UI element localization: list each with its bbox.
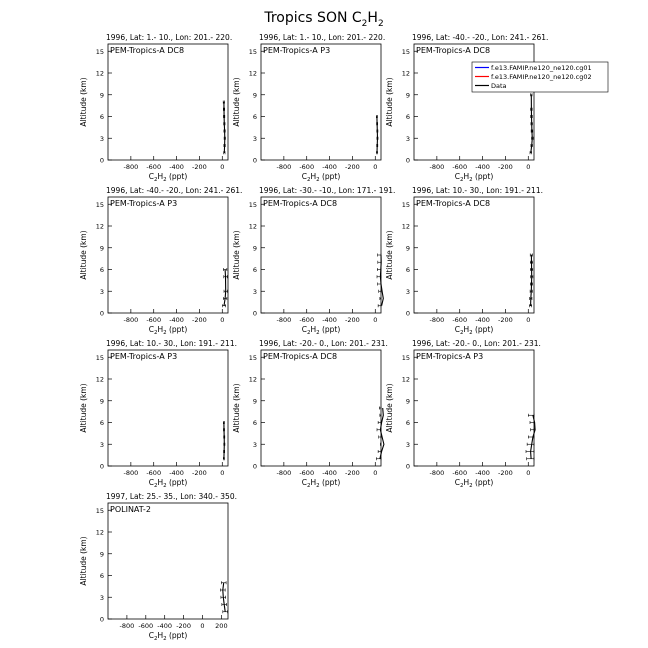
x-axis-label: $C_2H_2$ (ppt): [148, 325, 188, 336]
x-tick-label: -800: [276, 163, 292, 171]
x-tick-label: -800: [119, 622, 135, 630]
y-tick-label: 9: [99, 244, 104, 253]
y-tick-label: 3: [99, 593, 104, 602]
x-axis-label: $C_2H_2$ (ppt): [454, 325, 494, 336]
y-tick-label: 0: [405, 309, 410, 318]
x-tick-label: -800: [123, 469, 139, 477]
panel-frame: [108, 44, 228, 160]
y-axis-label: Altitude (km): [385, 383, 394, 433]
x-tick-label: 200: [215, 622, 228, 630]
panel-5: [232, 186, 395, 336]
campaign-label: PEM-Tropics-A P3: [263, 46, 331, 55]
y-tick-label: 15: [401, 353, 410, 362]
y-tick-label: 15: [248, 200, 257, 209]
x-tick-label: -200: [345, 316, 360, 324]
x-tick-label: -600: [452, 316, 468, 324]
y-axis-label: Altitude (km): [79, 383, 88, 433]
y-axis-label: Altitude (km): [385, 77, 394, 127]
campaign-label: PEM-Tropics-A DC8: [416, 199, 491, 208]
y-axis-label: Altitude (km): [232, 230, 241, 280]
x-tick-label: -800: [123, 316, 139, 324]
campaign-label: PEM-Tropics-A DC8: [416, 46, 491, 55]
x-tick-label: -400: [475, 163, 490, 171]
y-tick-label: 12: [401, 222, 410, 231]
x-tick-label: 0: [373, 469, 378, 477]
x-tick-label: -600: [146, 316, 162, 324]
y-tick-label: 6: [99, 419, 104, 427]
x-tick-label: -400: [322, 316, 337, 324]
y-tick-label: 15: [248, 353, 257, 362]
y-tick-label: 12: [248, 375, 257, 384]
y-tick-label: 12: [248, 222, 257, 231]
y-axis-label: Altitude (km): [232, 77, 241, 127]
legend-label: f.e13.FAMIP.ne120_ne120.cg02: [491, 73, 592, 81]
series-line-data: [224, 270, 226, 306]
y-tick-label: 12: [95, 69, 104, 78]
panel-header: 1997, Lat: 25.- 35., Lon: 340.- 350.: [106, 492, 237, 501]
y-tick-label: 12: [95, 375, 104, 384]
campaign-label: PEM-Tropics-A DC8: [263, 199, 338, 208]
x-axis-label: $C_2H_2$ (ppt): [454, 172, 494, 183]
panel-frame: [414, 44, 534, 160]
y-tick-label: 15: [95, 506, 104, 515]
x-tick-label: -200: [192, 316, 207, 324]
x-tick-label: 0: [200, 622, 205, 630]
panel-header: 1996, Lat: -20.- 0., Lon: 201.- 231.: [259, 339, 388, 348]
y-axis-label: Altitude (km): [232, 383, 241, 433]
x-tick-label: -800: [123, 163, 139, 171]
x-tick-label: -600: [138, 622, 154, 630]
panel-8: [232, 339, 388, 489]
x-tick-label: -400: [322, 469, 337, 477]
x-tick-label: -800: [429, 163, 445, 171]
x-tick-label: 0: [526, 469, 531, 477]
x-tick-label: -600: [146, 469, 162, 477]
y-tick-label: 3: [405, 440, 410, 449]
panel-2: [232, 33, 385, 183]
campaign-label: PEM-Tropics-A P3: [110, 352, 178, 361]
y-tick-label: 12: [401, 375, 410, 384]
y-tick-label: 12: [95, 222, 104, 231]
y-tick-label: 0: [405, 462, 410, 471]
panel-frame: [261, 44, 381, 160]
x-axis-label: $C_2H_2$ (ppt): [454, 478, 494, 489]
panel-frame: [261, 197, 381, 313]
y-tick-label: 0: [405, 156, 410, 165]
x-tick-label: -600: [299, 316, 315, 324]
x-tick-label: -800: [429, 469, 445, 477]
y-tick-label: 9: [405, 244, 410, 253]
x-tick-label: 0: [526, 316, 531, 324]
x-axis-label: $C_2H_2$ (ppt): [148, 478, 188, 489]
y-tick-label: 6: [252, 266, 257, 274]
x-tick-label: 0: [373, 316, 378, 324]
panel-header: 1996, Lat: -40.- -20., Lon: 241.- 261.: [106, 186, 243, 195]
y-tick-label: 9: [405, 397, 410, 406]
x-tick-label: -600: [452, 469, 468, 477]
x-tick-label: -800: [429, 316, 445, 324]
x-tick-label: -200: [176, 622, 191, 630]
x-tick-label: -200: [192, 469, 207, 477]
panel-header: 1996, Lat: -20.- 0., Lon: 201.- 231.: [412, 339, 541, 348]
x-axis-label: $C_2H_2$ (ppt): [301, 172, 341, 183]
x-tick-label: -200: [498, 316, 513, 324]
y-tick-label: 9: [252, 397, 257, 406]
y-tick-label: 0: [252, 462, 257, 471]
y-axis-label: Altitude (km): [385, 230, 394, 280]
panel-9: [385, 339, 541, 489]
y-axis-label: Altitude (km): [79, 77, 88, 127]
y-tick-label: 6: [405, 419, 410, 427]
series-line-data: [380, 408, 384, 459]
panel-header: 1996, Lat: 10.- 30., Lon: 191.- 211.: [106, 339, 237, 348]
panel-frame: [414, 350, 534, 466]
y-tick-label: 3: [99, 440, 104, 449]
y-tick-label: 15: [95, 200, 104, 209]
y-tick-label: 0: [252, 309, 257, 318]
y-tick-label: 15: [95, 47, 104, 56]
y-tick-label: 6: [99, 572, 104, 580]
figure-title: Tropics SON $C_2H_2$: [264, 10, 384, 29]
x-tick-label: -400: [169, 316, 184, 324]
y-tick-label: 6: [99, 113, 104, 121]
x-tick-label: -400: [169, 469, 184, 477]
y-tick-label: 0: [99, 156, 104, 165]
panel-frame: [414, 197, 534, 313]
y-tick-label: 0: [99, 462, 104, 471]
panel-header: 1996, Lat: 10.- 30., Lon: 191.- 211.: [412, 186, 543, 195]
x-tick-label: 0: [220, 163, 225, 171]
campaign-label: PEM-Tropics-A DC8: [110, 46, 185, 55]
x-axis-label: $C_2H_2$ (ppt): [301, 478, 341, 489]
x-tick-label: -200: [192, 163, 207, 171]
panel-1: [79, 33, 232, 183]
panel-4: [79, 186, 242, 336]
y-tick-label: 15: [401, 200, 410, 209]
x-tick-label: -200: [345, 163, 360, 171]
panel-header: 1996, Lat: -40.- -20., Lon: 241.- 261.: [412, 33, 549, 42]
x-axis-label: $C_2H_2$ (ppt): [148, 172, 188, 183]
x-tick-label: -600: [299, 469, 315, 477]
x-tick-label: -800: [276, 469, 292, 477]
y-tick-label: 9: [405, 91, 410, 100]
y-tick-label: 0: [99, 615, 104, 624]
panel-header: 1996, Lat: 1.- 10., Lon: 201.- 220.: [259, 33, 386, 42]
x-tick-label: -400: [169, 163, 184, 171]
y-tick-label: 3: [405, 287, 410, 296]
panel-header: 1996, Lat: -30.- -10., Lon: 171.- 191.: [259, 186, 396, 195]
x-tick-label: 0: [220, 316, 225, 324]
y-tick-label: 9: [99, 397, 104, 406]
y-tick-label: 9: [252, 91, 257, 100]
y-tick-label: 15: [95, 353, 104, 362]
y-tick-label: 12: [95, 528, 104, 537]
y-tick-label: 3: [99, 287, 104, 296]
y-tick-label: 6: [252, 113, 257, 121]
y-tick-label: 12: [248, 69, 257, 78]
x-tick-label: -400: [475, 469, 490, 477]
y-tick-label: 6: [405, 266, 410, 274]
legend-label: f.e13.FAMIP.ne120_ne120.cg01: [491, 64, 592, 72]
x-axis-label: $C_2H_2$ (ppt): [148, 631, 188, 642]
x-tick-label: -400: [322, 163, 337, 171]
x-tick-label: -200: [498, 163, 513, 171]
y-tick-label: 3: [99, 134, 104, 143]
x-tick-label: 0: [526, 163, 531, 171]
y-tick-label: 3: [405, 134, 410, 143]
y-tick-label: 6: [99, 266, 104, 274]
y-tick-label: 9: [252, 244, 257, 253]
x-tick-label: -400: [157, 622, 173, 630]
y-axis-label: Altitude (km): [79, 230, 88, 280]
y-tick-label: 3: [252, 134, 257, 143]
panel-frame: [108, 503, 228, 619]
campaign-label: PEM-Tropics-A DC8: [263, 352, 338, 361]
y-tick-label: 12: [401, 69, 410, 78]
x-tick-label: -200: [345, 469, 360, 477]
series-line-data: [377, 117, 378, 153]
campaign-label: POLINAT-2: [110, 505, 151, 514]
y-tick-label: 9: [99, 550, 104, 559]
x-tick-label: 0: [220, 469, 225, 477]
y-tick-label: 6: [405, 113, 410, 121]
series-line-data: [531, 255, 532, 306]
x-axis-label: $C_2H_2$ (ppt): [301, 325, 341, 336]
campaign-label: PEM-Tropics-A P3: [416, 352, 484, 361]
legend-label: Data: [491, 82, 507, 90]
x-tick-label: -800: [276, 316, 292, 324]
panel-6: [385, 186, 543, 336]
legend: [472, 62, 608, 92]
y-tick-label: 9: [99, 91, 104, 100]
y-tick-label: 6: [252, 419, 257, 427]
x-tick-label: -200: [498, 469, 513, 477]
y-tick-label: 0: [252, 156, 257, 165]
y-tick-label: 0: [99, 309, 104, 318]
panels: [79, 33, 548, 642]
panel-header: 1996, Lat: 1.- 10., Lon: 201.- 220.: [106, 33, 233, 42]
y-axis-label: Altitude (km): [79, 536, 88, 586]
panel-10: [79, 492, 237, 642]
panel-frame: [108, 350, 228, 466]
panel-frame: [261, 350, 381, 466]
y-tick-label: 15: [401, 47, 410, 56]
campaign-label: PEM-Tropics-A P3: [110, 199, 178, 208]
x-tick-label: -600: [146, 163, 162, 171]
y-tick-label: 3: [252, 440, 257, 449]
y-tick-label: 3: [252, 287, 257, 296]
panel-3: [385, 33, 548, 183]
x-tick-label: 0: [373, 163, 378, 171]
panel-7: [79, 339, 237, 489]
panel-frame: [108, 197, 228, 313]
x-tick-label: -400: [475, 316, 490, 324]
y-tick-label: 15: [248, 47, 257, 56]
x-tick-label: -600: [299, 163, 315, 171]
x-tick-label: -600: [452, 163, 468, 171]
